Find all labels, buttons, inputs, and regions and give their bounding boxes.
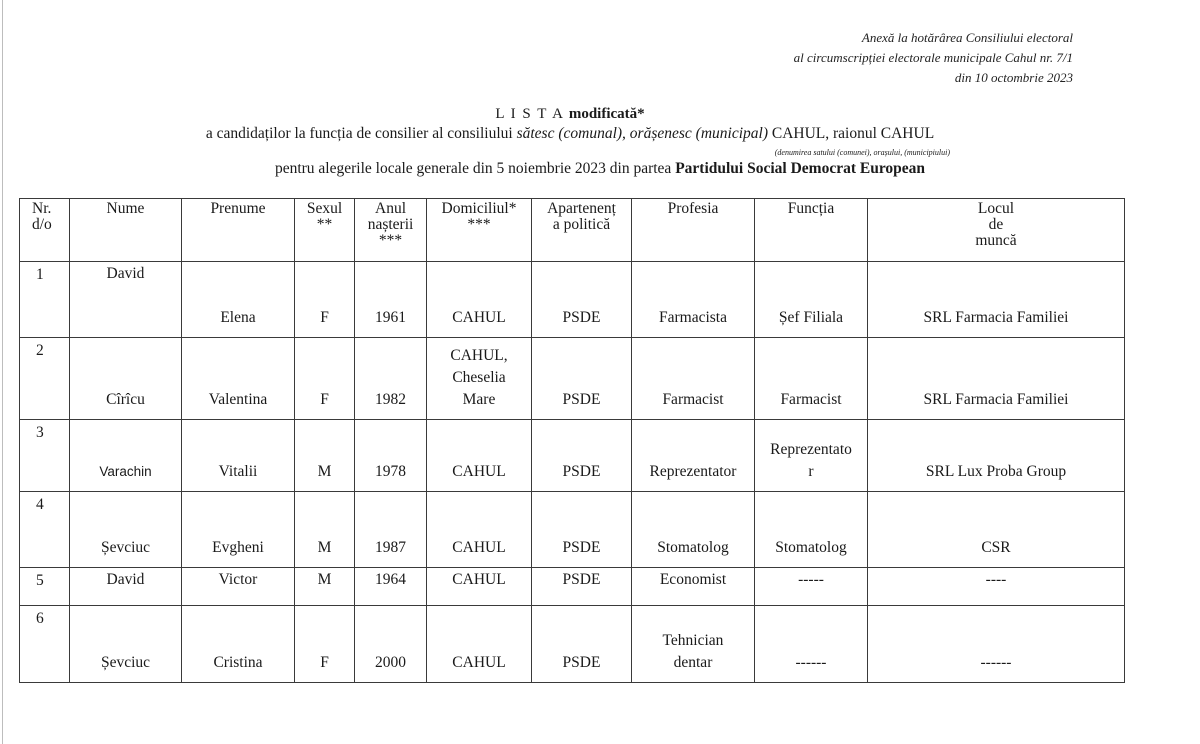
- title-lista: L I S T A: [495, 106, 564, 122]
- cell-functia: ------: [755, 606, 868, 683]
- table-row: [20, 606, 1125, 683]
- cell-domiciliul: CAHUL, Cheselia Mare: [427, 338, 532, 420]
- header-apartenenta: Apartenenț a politică: [532, 199, 632, 262]
- annex-line-2: al circumscripției electorale municipale Cahul nr. 7/1: [793, 50, 1073, 65]
- cell-sexul: F: [295, 606, 355, 683]
- header-functia: Funcția: [755, 199, 868, 262]
- cell-domiciliul: CAHUL: [427, 606, 532, 683]
- table-row: [20, 568, 1125, 606]
- cell-functia: -----: [755, 568, 868, 606]
- cell-sexul: M: [295, 420, 355, 492]
- cell-apartenenta: PSDE: [532, 606, 632, 683]
- cell-prenume: Victor: [182, 568, 295, 606]
- cell-sexul: F: [295, 262, 355, 338]
- title-line-2-italic: sătesc (comunal), orășenesc (municipal): [516, 125, 768, 142]
- cell-nume: David: [70, 568, 182, 606]
- table-header-row: [20, 199, 1125, 262]
- title-line-2-text-a: a candidaților la funcția de consilier al consiliului: [205, 125, 517, 142]
- cell-profesia: Stomatolog: [632, 492, 755, 568]
- cell-prenume: Cristina: [182, 606, 295, 683]
- cell-nr: 5: [20, 568, 70, 606]
- header-anul: Anul nașterii ***: [355, 199, 427, 262]
- cell-nr: 2: [20, 338, 70, 420]
- cell-functia: Șef Filiala: [755, 262, 868, 338]
- cell-profesia: Farmacist: [632, 338, 755, 420]
- cell-prenume: Elena: [182, 262, 295, 338]
- cell-functia: Reprezentato r: [755, 420, 868, 492]
- cell-anul: 2000: [355, 606, 427, 683]
- cell-nr: 3: [20, 420, 70, 492]
- cell-prenume: Valentina: [182, 338, 295, 420]
- cell-sexul: M: [295, 568, 355, 606]
- cell-nume: Șevciuc: [70, 606, 182, 683]
- cell-profesia: Reprezentator: [632, 420, 755, 492]
- title-modificata: modificată*: [568, 106, 645, 122]
- cell-prenume: Evgheni: [182, 492, 295, 568]
- cell-nume: Șevciuc: [70, 492, 182, 568]
- cell-domiciliul: CAHUL: [427, 568, 532, 606]
- header-profesia: Profesia: [632, 199, 755, 262]
- cell-nr: 6: [20, 606, 70, 683]
- annex-line-1: Anexă la hotărârea Consiliului electoral: [861, 30, 1073, 45]
- cell-sexul: M: [295, 492, 355, 568]
- cell-locul: SRL Lux Proba Group: [868, 420, 1125, 492]
- header-nume: Nume: [70, 199, 182, 262]
- cell-prenume: Vitalii: [182, 420, 295, 492]
- document-title: [0, 106, 1140, 123]
- header-domiciliul: Domiciliul* ***: [427, 199, 532, 262]
- title-footnote: (denumirea satului (comunei), orașului, (municipiului): [774, 148, 950, 157]
- header-locul: Locul de muncă: [868, 199, 1125, 262]
- cell-nume: Varachin: [70, 420, 182, 492]
- table-row: [20, 338, 1125, 420]
- table-row: [20, 420, 1125, 492]
- table-row: [20, 262, 1125, 338]
- cell-domiciliul: CAHUL: [427, 492, 532, 568]
- candidates-table: [19, 198, 1125, 683]
- header-nr: Nr. d/o: [20, 199, 70, 262]
- cell-apartenenta: PSDE: [532, 262, 632, 338]
- cell-nr: 4: [20, 492, 70, 568]
- cell-locul: ------: [868, 606, 1125, 683]
- cell-apartenenta: PSDE: [532, 568, 632, 606]
- cell-apartenenta: PSDE: [532, 420, 632, 492]
- cell-functia: Farmacist: [755, 338, 868, 420]
- cell-profesia: Tehnician dentar: [632, 606, 755, 683]
- annex-note: [794, 28, 1073, 88]
- cell-domiciliul: CAHUL: [427, 262, 532, 338]
- cell-nr: 1: [20, 262, 70, 338]
- title-line-4-text: pentru alegerile locale generale din 5 noiembrie 2023 din partea: [274, 160, 676, 177]
- cell-nume: David: [70, 262, 182, 338]
- cell-locul: ----: [868, 568, 1125, 606]
- header-prenume: Prenume: [182, 199, 295, 262]
- cell-domiciliul: CAHUL: [427, 420, 532, 492]
- cell-apartenenta: PSDE: [532, 492, 632, 568]
- cell-anul: 1982: [355, 338, 427, 420]
- cell-profesia: Farmacista: [632, 262, 755, 338]
- cell-apartenenta: PSDE: [532, 338, 632, 420]
- cell-locul: SRL Farmacia Familiei: [868, 338, 1125, 420]
- party-name: Partidului Social Democrat European: [675, 160, 926, 177]
- cell-anul: 1978: [355, 420, 427, 492]
- cell-locul: SRL Farmacia Familiei: [868, 262, 1125, 338]
- cell-locul: CSR: [868, 492, 1125, 568]
- cell-anul: 1961: [355, 262, 427, 338]
- table-row: [20, 492, 1125, 568]
- annex-line-3: din 10 octombrie 2023: [954, 70, 1073, 85]
- title-line-4: [30, 160, 1170, 178]
- header-sexul: Sexul **: [295, 199, 355, 262]
- cell-sexul: F: [295, 338, 355, 420]
- cell-functia: Stomatolog: [755, 492, 868, 568]
- title-line-2-text-b: CAHUL, raionul CAHUL: [767, 125, 935, 142]
- cell-profesia: Economist: [632, 568, 755, 606]
- title-line-2: [0, 125, 1140, 143]
- cell-nume: Cîrîcu: [70, 338, 182, 420]
- cell-anul: 1964: [355, 568, 427, 606]
- cell-anul: 1987: [355, 492, 427, 568]
